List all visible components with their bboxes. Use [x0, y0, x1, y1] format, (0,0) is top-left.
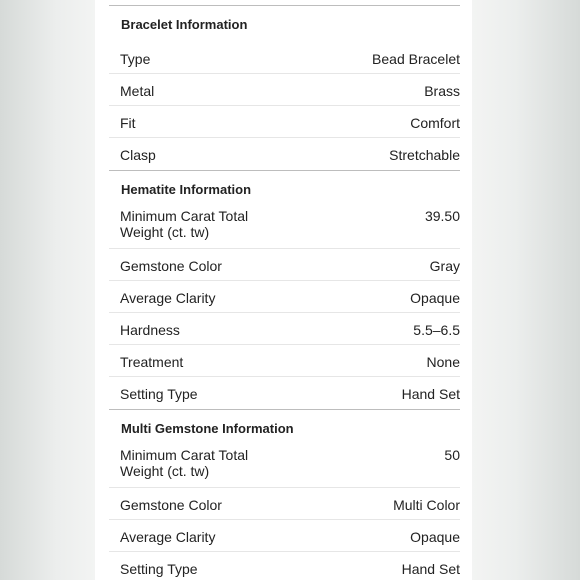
spec-value: None: [426, 354, 460, 370]
bracelet-information-section: [109, 5, 460, 170]
background-left: [0, 0, 95, 580]
spec-label: Average Clarity: [120, 290, 216, 306]
section-title: Hematite Information: [121, 182, 252, 197]
spec-value: 50: [444, 447, 460, 463]
spec-label: Minimum Carat Total Weight (ct. tw): [120, 447, 249, 479]
spec-row: [109, 207, 460, 249]
spec-row: [109, 138, 460, 170]
hematite-information-section: [109, 170, 460, 409]
spec-row: [109, 313, 460, 345]
spec-label: Type: [120, 51, 151, 67]
spec-row: [109, 520, 460, 552]
spec-row: [109, 377, 460, 409]
section-title: Multi Gemstone Information: [121, 421, 294, 436]
spec-label: Clasp: [120, 147, 156, 163]
product-details-panel: [95, 0, 472, 580]
spec-label: Gemstone Color: [120, 258, 222, 274]
spec-row: [109, 249, 460, 281]
spec-row: [109, 106, 460, 138]
spec-row: [109, 345, 460, 377]
spec-row: [109, 488, 460, 520]
spec-value: Opaque: [410, 529, 460, 545]
spec-value: Comfort: [410, 115, 460, 131]
spec-value: Opaque: [410, 290, 460, 306]
spec-label: Metal: [120, 83, 155, 99]
spec-value: 5.5–6.5: [413, 322, 460, 338]
multi-gemstone-information-section: [109, 409, 460, 580]
spec-row: [109, 281, 460, 313]
spec-row: [109, 552, 460, 580]
spec-label: Treatment: [120, 354, 184, 370]
spec-value: Gray: [429, 258, 460, 274]
section-title: Bracelet Information: [121, 17, 248, 32]
spec-label: Average Clarity: [120, 529, 216, 545]
spec-label: Hardness: [120, 322, 180, 338]
background-right: [472, 0, 580, 580]
spec-label: Setting Type: [120, 561, 198, 577]
spec-value: Stretchable: [389, 147, 460, 163]
spec-label: Fit: [120, 115, 136, 131]
spec-row: [109, 42, 460, 74]
spec-value: 39.50: [424, 208, 460, 224]
spec-row: [109, 446, 460, 488]
spec-value: Hand Set: [401, 386, 460, 402]
spec-value: Hand Set: [401, 561, 460, 577]
spec-value: Multi Color: [393, 497, 460, 513]
spec-value: Brass: [424, 83, 460, 99]
spec-label: Minimum Carat Total Weight (ct. tw): [120, 208, 249, 240]
spec-label: Gemstone Color: [120, 497, 222, 513]
spec-value: Bead Bracelet: [372, 51, 460, 67]
spec-label: Setting Type: [120, 386, 198, 402]
spec-row: [109, 74, 460, 106]
